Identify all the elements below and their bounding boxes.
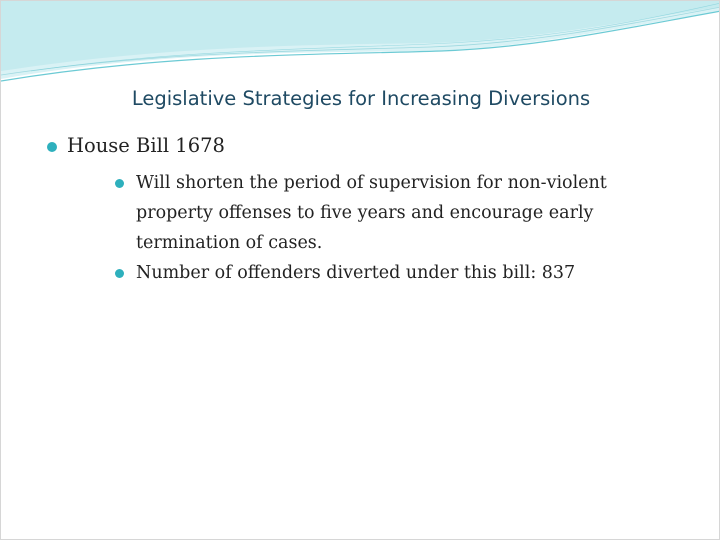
bullet-item-house-bill [47, 131, 689, 288]
slide-title: Legislative Strategies for Increasing Diversions [131, 87, 591, 110]
sub-bullet-item-offenders [115, 258, 689, 288]
sub-bullet-list [67, 168, 689, 288]
sub-bullet-item-supervision [115, 168, 689, 258]
bullet-dot-icon [47, 142, 57, 152]
bullet-list [47, 131, 689, 288]
bullet-dot-icon [115, 269, 124, 278]
bullet-dot-icon [115, 179, 124, 188]
sub-bullet-text: Will shorten the period of supervision for non-violent property offenses to five years and encourage early termination of cases. [136, 173, 607, 253]
decorative-wave-banner [1, 1, 720, 91]
bullet-text: House Bill 1678 [67, 134, 225, 157]
sub-bullet-text: Number of offenders diverted under this bill: 837 [136, 263, 576, 283]
